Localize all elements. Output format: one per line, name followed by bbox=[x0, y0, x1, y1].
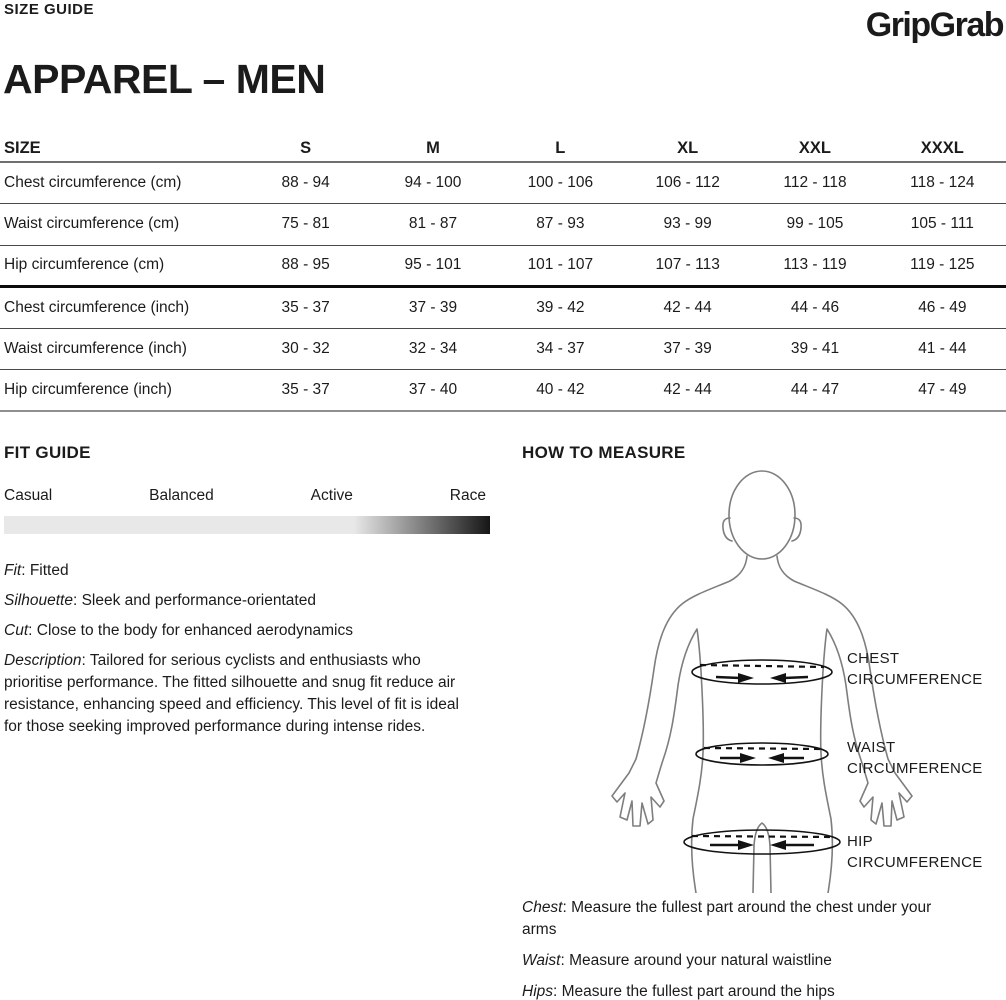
size-cell: 88 - 94 bbox=[281, 174, 330, 191]
size-cell: 39 - 41 bbox=[790, 339, 840, 357]
size-cell: 37 - 39 bbox=[663, 339, 712, 357]
measurement-label-chest: CHEST CIRCUMFERENCE bbox=[847, 650, 983, 688]
size-cell: 95 - 101 bbox=[404, 256, 462, 274]
row-label: Hip circumference (cm) bbox=[4, 256, 165, 274]
size-cell: 106 - 112 bbox=[655, 174, 720, 191]
table-row-waist-cm bbox=[0, 204, 1006, 246]
fit-line-fit: Fit: Fitted bbox=[4, 562, 69, 579]
size-cell: 119 - 125 bbox=[910, 256, 975, 274]
size-cell: 112 - 118 bbox=[783, 174, 847, 191]
row-label: Waist circumference (cm) bbox=[4, 215, 180, 233]
table-row-waist-inch bbox=[0, 328, 1006, 370]
fit-line-description: Description: Tailored for serious cyclists and enthusiasts who prioritise performance. The fitted silhouette and snug fit reduce air resistance, enhancing speed and efficiency. This level of fit is ideal for those seeking improved performance during intense rides. bbox=[4, 652, 459, 735]
measurement-label-hip: HIP CIRCUMFERENCE bbox=[847, 833, 983, 871]
size-cell: 40 - 42 bbox=[536, 381, 585, 398]
size-cell: 34 - 37 bbox=[536, 339, 585, 357]
size-cell: 105 - 111 bbox=[910, 215, 974, 233]
header-cell-xxxl: XXXL bbox=[920, 138, 964, 157]
size-cell: 113 - 119 bbox=[783, 256, 847, 274]
size-cell: 41 - 44 bbox=[918, 339, 967, 357]
header-cell-s: S bbox=[300, 138, 312, 157]
row-label: Hip circumference (inch) bbox=[4, 381, 172, 398]
size-table-header-row bbox=[0, 135, 1006, 162]
size-cell: 37 - 40 bbox=[408, 381, 458, 398]
size-guide-eyebrow: SIZE GUIDE bbox=[4, 1, 95, 18]
size-cell: 44 - 47 bbox=[790, 381, 840, 398]
row-label: Chest circumference (inch) bbox=[4, 298, 190, 316]
gripgrab-logo: GripGrab bbox=[865, 6, 1003, 44]
instruction-waist: Waist: Measure around your natural waistline bbox=[522, 952, 832, 969]
row-label: Waist circumference (inch) bbox=[4, 339, 187, 357]
table-row-chest-inch bbox=[0, 287, 1006, 329]
fit-scale-label-casual: Casual bbox=[4, 487, 53, 504]
header-cell-size: SIZE bbox=[4, 138, 41, 157]
measurement-label-waist: WAIST CIRCUMFERENCE bbox=[847, 739, 983, 777]
fit-guide-section bbox=[4, 443, 490, 746]
size-cell: 88 - 95 bbox=[281, 256, 330, 274]
size-cell: 39 - 42 bbox=[536, 298, 585, 316]
size-cell: 118 - 124 bbox=[910, 174, 975, 191]
size-cell: 93 - 99 bbox=[663, 215, 712, 233]
size-cell: 99 - 105 bbox=[786, 215, 844, 233]
table-row-chest-cm bbox=[0, 162, 1006, 204]
size-cell: 94 - 100 bbox=[404, 174, 462, 191]
table-row-hip-cm bbox=[0, 245, 1006, 287]
size-cell: 75 - 81 bbox=[281, 215, 330, 233]
fit-scale-label-balanced: Balanced bbox=[149, 487, 214, 504]
size-cell: 81 - 87 bbox=[408, 215, 458, 233]
size-cell: 42 - 44 bbox=[663, 298, 712, 316]
fit-scale-labels bbox=[4, 487, 486, 505]
size-cell: 35 - 37 bbox=[281, 298, 330, 316]
fit-scale-label-active: Active bbox=[310, 487, 353, 504]
instruction-hips: Hips: Measure the fullest part around the hips bbox=[522, 983, 835, 1000]
size-cell: 32 - 34 bbox=[408, 339, 458, 357]
page-title: APPAREL – MEN bbox=[3, 56, 326, 102]
header-cell-m: M bbox=[426, 138, 440, 157]
header-cell-xl: XL bbox=[677, 138, 699, 157]
how-to-measure-section bbox=[522, 443, 1006, 1000]
fit-line-cut: Cut: Close to the body for enhanced aerodynamics bbox=[4, 622, 353, 639]
size-cell: 46 - 49 bbox=[918, 298, 967, 316]
size-cell: 44 - 46 bbox=[790, 298, 840, 316]
measure-instructions bbox=[522, 897, 934, 1000]
header-cell-xxl: XXL bbox=[798, 138, 832, 157]
fit-line-silhouette: Silhouette: Sleek and performance-orientated bbox=[4, 592, 316, 609]
size-cell: 107 - 113 bbox=[655, 256, 720, 274]
fit-guide-title: FIT GUIDE bbox=[4, 443, 91, 462]
size-cell: 87 - 93 bbox=[536, 215, 585, 233]
size-cell: 42 - 44 bbox=[663, 381, 712, 398]
size-cell: 100 - 106 bbox=[527, 174, 594, 191]
how-to-measure-title: HOW TO MEASURE bbox=[522, 443, 686, 462]
size-cell: 101 - 107 bbox=[527, 256, 594, 274]
size-cell: 47 - 49 bbox=[918, 381, 967, 398]
size-cell: 30 - 32 bbox=[281, 339, 330, 357]
size-cell: 37 - 39 bbox=[408, 298, 458, 316]
lower-sections bbox=[0, 443, 1006, 1000]
table-row-hip-inch bbox=[0, 370, 1006, 412]
header-cell-l: L bbox=[555, 138, 566, 157]
fit-scale-label-race: Race bbox=[449, 487, 486, 504]
row-label: Chest circumference (cm) bbox=[4, 174, 182, 191]
size-cell: 35 - 37 bbox=[281, 381, 330, 398]
fit-scale-gradient-bar bbox=[4, 516, 490, 534]
instruction-chest: Chest: Measure the fullest part around the chest under your arms bbox=[522, 899, 932, 938]
size-table bbox=[0, 135, 1006, 412]
